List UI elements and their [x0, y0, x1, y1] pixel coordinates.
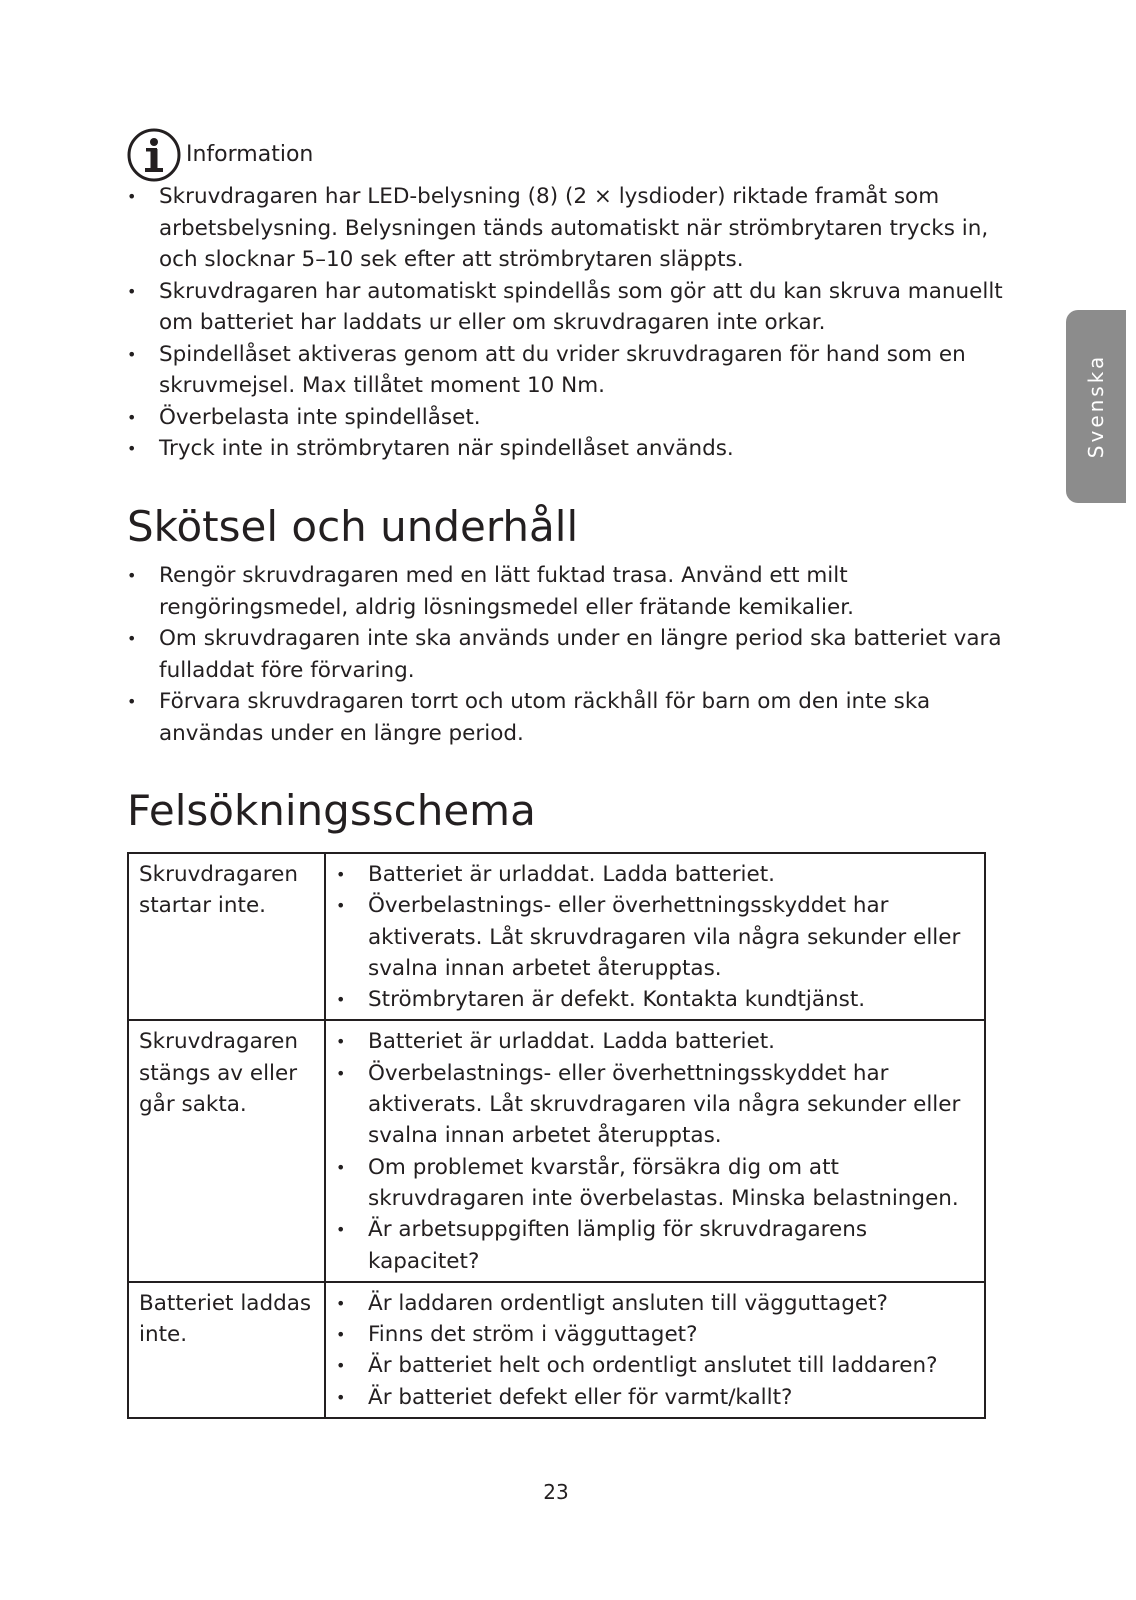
- list-item: • Skruvdragaren har LED-belysning (8) (2 × lysdioder) riktade framåt som arbetsbelysning. Belysningen tänds automatiskt när strömbrytaren trycks in, och slocknar 5–10 sek efter att strömbrytaren släppts.: [127, 181, 1007, 276]
- solution-cell: [325, 853, 985, 1020]
- table-row: [128, 853, 985, 1020]
- list-item: • Strömbrytaren är defekt. Kontakta kundtjänst.: [336, 984, 974, 1015]
- troubleshooting-heading: Felsökningsschema: [127, 786, 536, 835]
- problem-cell: Skruvdragaren startar inte.: [128, 853, 325, 1020]
- list-item: • Spindellåset aktiveras genom att du vrider skruvdragaren för hand som en skruvmejsel. Max tillåtet moment 10 Nm.: [127, 339, 1007, 402]
- list-item: • Överbelastnings- eller överhettningsskyddet har aktiverats. Låt skruvdragaren vila några sekunder eller svalna innan arbetet återupptas.: [336, 1058, 974, 1152]
- info-heading-label: Information: [186, 142, 314, 167]
- list-item: • Finns det ström i vägguttaget?: [336, 1319, 974, 1350]
- list-item: • Förvara skruvdragaren torrt och utom räckhåll för barn om den inte ska användas under en längre period.: [127, 686, 1007, 749]
- care-list: [127, 560, 1007, 749]
- troubleshooting-table: [127, 852, 986, 1419]
- list-item: • Skruvdragaren har automatiskt spindellås som gör att du kan skruva manuellt om batteriet har laddats ur eller om skruvdragaren inte orkar.: [127, 276, 1007, 339]
- list-item: • Är batteriet helt och ordentligt anslutet till laddaren?: [336, 1350, 974, 1381]
- list-item: • Är arbetsuppgiften lämplig för skruvdragarens kapacitet?: [336, 1214, 974, 1277]
- list-item: • Om problemet kvarstår, försäkra dig om att skruvdragaren inte överbelastas. Minska belastningen.: [336, 1152, 974, 1215]
- info-list: [127, 181, 1007, 465]
- list-item: • Rengör skruvdragaren med en lätt fuktad trasa. Använd ett milt rengöringsmedel, aldrig lösningsmedel eller frätande kemikalier.: [127, 560, 1007, 623]
- list-item: • Tryck inte in strömbrytaren när spindellåset används.: [127, 433, 1007, 465]
- solution-cell: [325, 1282, 985, 1418]
- list-item: • Batteriet är urladdat. Ladda batteriet.: [336, 859, 974, 890]
- problem-cell: Batteriet laddas inte.: [128, 1282, 325, 1418]
- list-item: • Är batteriet defekt eller för varmt/kallt?: [336, 1382, 974, 1413]
- list-item: • Är laddaren ordentligt ansluten till vägguttaget?: [336, 1288, 974, 1319]
- list-item: • Överbelastnings- eller överhettningsskyddet har aktiverats. Låt skruvdragaren vila några sekunder eller svalna innan arbetet återupptas.: [336, 890, 974, 984]
- info-heading: [127, 128, 313, 182]
- page-number: 23: [543, 1480, 569, 1504]
- table-row: [128, 1020, 985, 1281]
- list-item: • Överbelasta inte spindellåset.: [127, 402, 1007, 434]
- care-heading: Skötsel och underhåll: [127, 502, 579, 551]
- info-circle-icon: [127, 128, 181, 182]
- list-item: • Om skruvdragaren inte ska används under en längre period ska batteriet vara fulladdat före förvaring.: [127, 623, 1007, 686]
- language-tab: [1066, 310, 1126, 503]
- solution-cell: [325, 1020, 985, 1281]
- problem-cell: Skruvdragaren stängs av eller går sakta.: [128, 1020, 325, 1281]
- list-item: • Batteriet är urladdat. Ladda batteriet.: [336, 1026, 974, 1057]
- language-tab-label: Svenska: [1084, 353, 1108, 459]
- table-row: [128, 1282, 985, 1418]
